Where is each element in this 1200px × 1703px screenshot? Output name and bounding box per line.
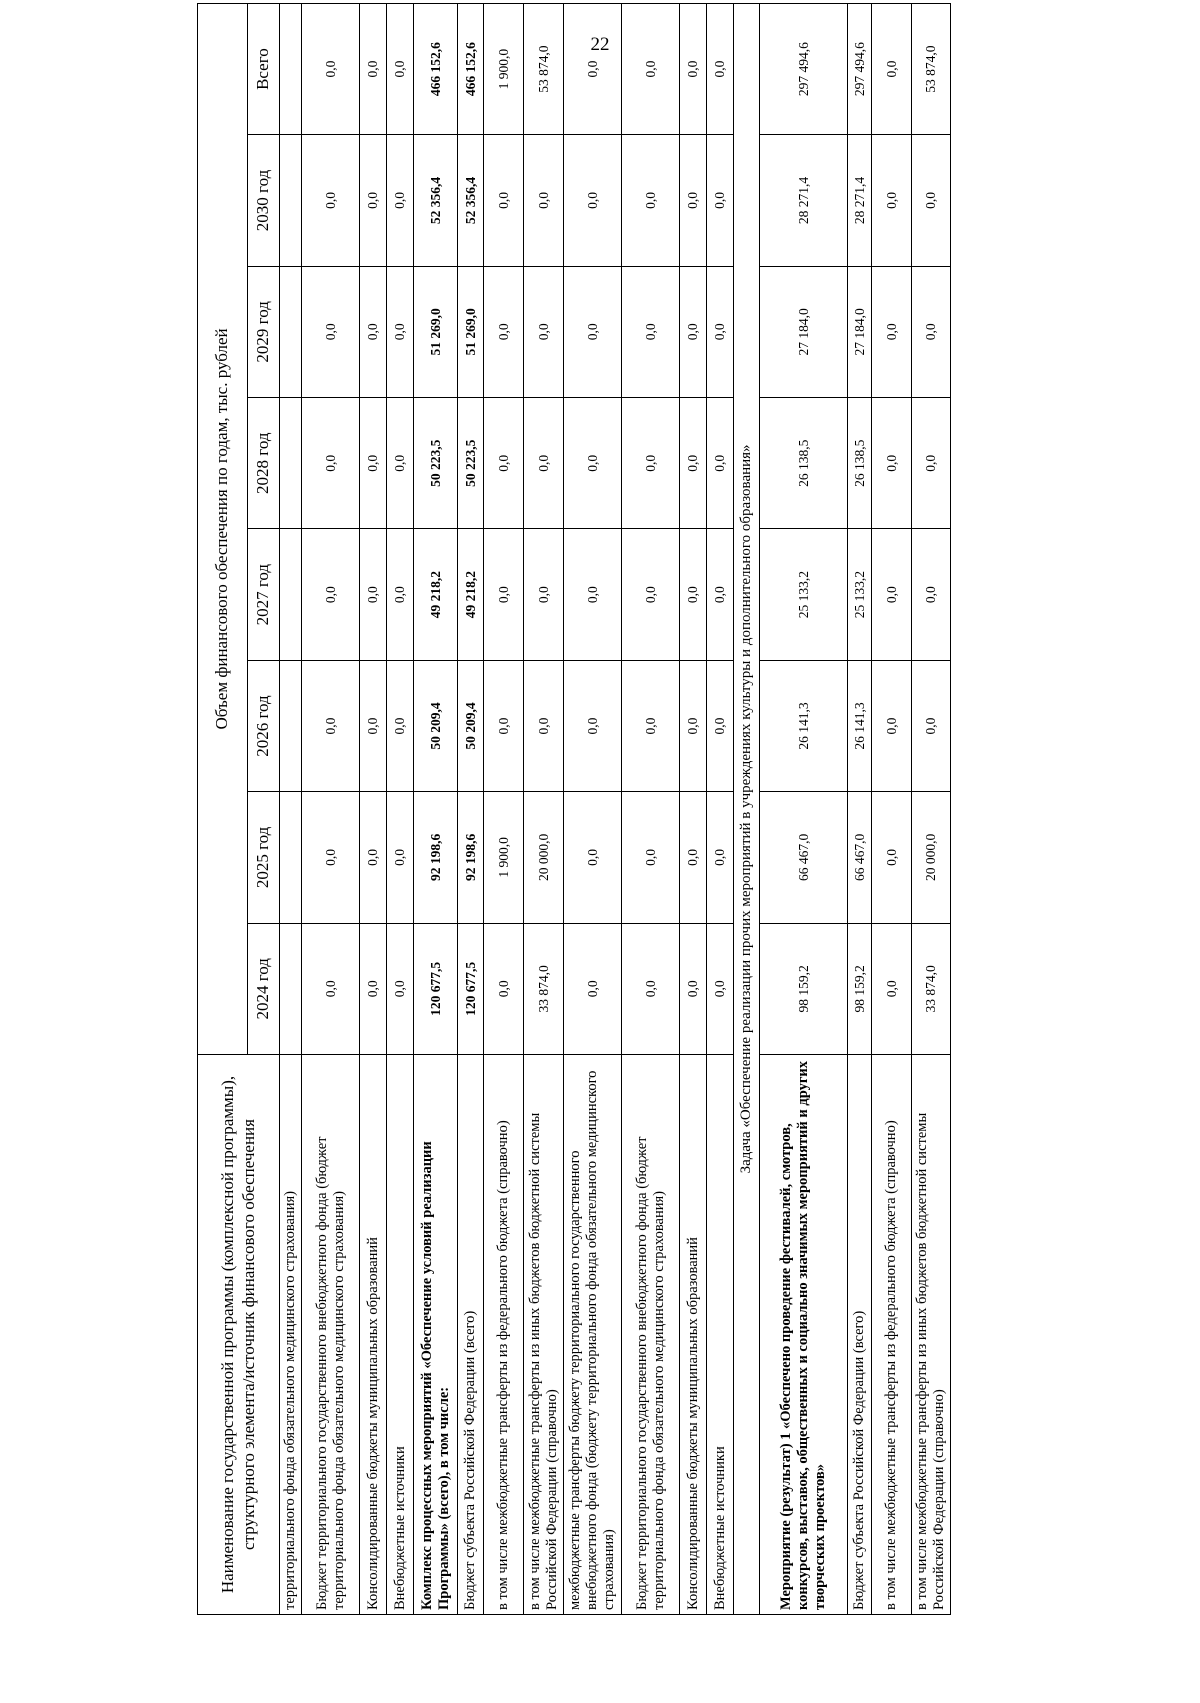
value-cell: 0,0 <box>680 923 707 1054</box>
value-cell: 0,0 <box>360 3 387 134</box>
value-cell: 0,0 <box>564 529 622 660</box>
table-row <box>760 3 848 1614</box>
value-cell: 0,0 <box>872 792 912 923</box>
table-row <box>360 3 387 1614</box>
value-cell: 0,0 <box>564 3 622 134</box>
value-cell: 0,0 <box>484 660 524 791</box>
value-cell: 0,0 <box>302 266 360 397</box>
value-cell: 0,0 <box>387 3 414 134</box>
value-cell: 20 000,0 <box>912 792 951 923</box>
value-cell: 0,0 <box>302 660 360 791</box>
value-cell: 0,0 <box>387 135 414 266</box>
value-cell: 26 138,5 <box>848 398 872 529</box>
value-cell: 0,0 <box>912 660 951 791</box>
value-cell: 92 198,6 <box>414 792 458 923</box>
value-cell: 0,0 <box>302 398 360 529</box>
value-cell: 50 209,4 <box>414 660 458 791</box>
table-row <box>414 3 458 1614</box>
row-name: в том числе межбюджетные трансферты из иных бюджетов бюджетной системы Российской Федерации (справочно) <box>524 1055 564 1615</box>
value-cell: 0,0 <box>622 529 680 660</box>
value-cell: 0,0 <box>484 135 524 266</box>
value-cell: 120 677,5 <box>414 923 458 1054</box>
value-cell: 0,0 <box>707 660 734 791</box>
value-cell: 0,0 <box>872 660 912 791</box>
value-cell: 98 159,2 <box>848 923 872 1054</box>
row-name: в том числе межбюджетные трансферты из федерального бюджета (справочно) <box>484 1055 524 1615</box>
value-cell: 0,0 <box>524 266 564 397</box>
value-cell: 0,0 <box>872 398 912 529</box>
value-cell: 0,0 <box>302 529 360 660</box>
row-name: Консолидированные бюджеты муниципальных образований <box>360 1055 387 1615</box>
table-row <box>912 3 951 1614</box>
row-name: Внебюджетные источники <box>387 1055 414 1615</box>
value-cell: 0,0 <box>912 529 951 660</box>
value-cell: 0,0 <box>564 792 622 923</box>
header-year-1: 2025 год <box>248 792 280 923</box>
value-cell: 0,0 <box>680 529 707 660</box>
value-cell: 0,0 <box>302 135 360 266</box>
header-volume: Объем финансового обеспечения по годам, тыс. рублей <box>198 3 248 1054</box>
value-cell: 51 269,0 <box>458 266 484 397</box>
value-cell: 0,0 <box>360 135 387 266</box>
value-cell: 120 677,5 <box>458 923 484 1054</box>
value-cell: 50 223,5 <box>414 398 458 529</box>
value-cell: 26 141,3 <box>848 660 872 791</box>
value-cell: 50 209,4 <box>458 660 484 791</box>
value-cell: 0,0 <box>872 923 912 1054</box>
value-cell: 0,0 <box>387 398 414 529</box>
header-year-2: 2026 год <box>248 660 280 791</box>
value-cell: 0,0 <box>302 3 360 134</box>
value-cell: 0,0 <box>564 660 622 791</box>
value-cell: 49 218,2 <box>414 529 458 660</box>
row-name: Консолидированные бюджеты муниципальных образований <box>680 1055 707 1615</box>
value-cell: 0,0 <box>360 923 387 1054</box>
value-cell: 0,0 <box>564 266 622 397</box>
value-cell: 0,0 <box>707 266 734 397</box>
value-cell: 28 271,4 <box>760 135 848 266</box>
value-cell: 0,0 <box>387 660 414 791</box>
value-cell: 0,0 <box>387 792 414 923</box>
page-number: 22 <box>590 34 610 55</box>
value-cell: 0,0 <box>360 266 387 397</box>
value-cell: 0,0 <box>680 398 707 529</box>
value-cell: 0,0 <box>872 266 912 397</box>
value-cell: 0,0 <box>484 529 524 660</box>
value-cell: 0,0 <box>564 398 622 529</box>
table-row <box>680 3 707 1614</box>
table-row <box>387 3 414 1614</box>
header-year-4: 2028 год <box>248 398 280 529</box>
value-cell: 0,0 <box>622 266 680 397</box>
rotated-table-container <box>197 42 1097 1615</box>
value-cell: 0,0 <box>680 266 707 397</box>
value-cell: 0,0 <box>360 529 387 660</box>
value-cell: 0,0 <box>387 266 414 397</box>
header-year-6: 2030 год <box>248 135 280 266</box>
row-name: Мероприятие (результат) 1 «Обеспечено проведение фестивалей, смотров, конкурсов, выставок, общественных и социально значимых мероприятий и других творческих проектов» <box>760 1055 848 1615</box>
value-cell: 0,0 <box>360 660 387 791</box>
value-cell: 0,0 <box>484 266 524 397</box>
value-cell: 28 271,4 <box>848 135 872 266</box>
value-cell: 0,0 <box>872 135 912 266</box>
value-cell <box>280 923 302 1054</box>
value-cell: 66 467,0 <box>848 792 872 923</box>
value-cell: 0,0 <box>387 923 414 1054</box>
value-cell: 0,0 <box>680 135 707 266</box>
value-cell: 0,0 <box>524 529 564 660</box>
value-cell <box>280 266 302 397</box>
value-cell: 49 218,2 <box>458 529 484 660</box>
value-cell: 0,0 <box>707 398 734 529</box>
value-cell: 0,0 <box>872 3 912 134</box>
value-cell: 0,0 <box>680 3 707 134</box>
value-cell: 0,0 <box>564 923 622 1054</box>
value-cell: 26 141,3 <box>760 660 848 791</box>
value-cell: 98 159,2 <box>760 923 848 1054</box>
value-cell: 20 000,0 <box>524 792 564 923</box>
value-cell: 0,0 <box>622 398 680 529</box>
value-cell: 0,0 <box>524 660 564 791</box>
value-cell: 0,0 <box>360 398 387 529</box>
value-cell <box>280 529 302 660</box>
value-cell: 0,0 <box>360 792 387 923</box>
value-cell: 0,0 <box>622 660 680 791</box>
table-row <box>524 3 564 1614</box>
value-cell: 1 900,0 <box>484 3 524 134</box>
header-year-3: 2027 год <box>248 529 280 660</box>
value-cell: 0,0 <box>622 135 680 266</box>
value-cell <box>280 792 302 923</box>
value-cell: 1 900,0 <box>484 792 524 923</box>
value-cell: 92 198,6 <box>458 792 484 923</box>
value-cell: 51 269,0 <box>414 266 458 397</box>
value-cell <box>280 135 302 266</box>
value-cell: 53 874,0 <box>524 3 564 134</box>
value-cell <box>280 660 302 791</box>
row-name: территориального фонда обязательного медицинского страхования) <box>280 1055 302 1615</box>
value-cell: 0,0 <box>707 923 734 1054</box>
value-cell <box>280 398 302 529</box>
header-name-column: Наименование государственной программы (комплексной программы), структурного элемента/источник финансового обеспечения <box>198 1055 280 1615</box>
table-row <box>564 3 622 1614</box>
value-cell: 0,0 <box>912 266 951 397</box>
value-cell: 33 874,0 <box>524 923 564 1054</box>
value-cell: 0,0 <box>680 660 707 791</box>
value-cell: 50 223,5 <box>458 398 484 529</box>
value-cell: 26 138,5 <box>760 398 848 529</box>
header-year-7: Всего <box>248 3 280 134</box>
value-cell: 66 467,0 <box>760 792 848 923</box>
value-cell: 0,0 <box>680 792 707 923</box>
row-name: в том числе межбюджетные трансферты из иных бюджетов бюджетной системы Российской Федерации (справочно) <box>912 1055 951 1615</box>
value-cell: 0,0 <box>387 529 414 660</box>
row-name: межбюджетные трансферты бюджету территориального государственного внебюджетного фонда (бюджету территориального фонда обязательного медицинского страхования) <box>564 1055 622 1615</box>
value-cell: 0,0 <box>912 135 951 266</box>
table-row <box>484 3 524 1614</box>
value-cell <box>280 3 302 134</box>
table-row <box>302 3 360 1614</box>
table-row <box>622 3 680 1614</box>
value-cell: 25 133,2 <box>848 529 872 660</box>
row-name: Бюджет субъекта Российской Федерации (всего) <box>458 1055 484 1615</box>
table-row <box>872 3 912 1614</box>
table-row <box>848 3 872 1614</box>
row-name: Бюджет территориального государственного внебюджетного фонда (бюджет территориального фонда обязательного медицинского страхования) <box>302 1055 360 1615</box>
value-cell: 0,0 <box>484 923 524 1054</box>
value-cell: 33 874,0 <box>912 923 951 1054</box>
value-cell: 0,0 <box>524 398 564 529</box>
value-cell: 0,0 <box>484 398 524 529</box>
value-cell: 0,0 <box>302 792 360 923</box>
value-cell: 0,0 <box>707 3 734 134</box>
value-cell: 0,0 <box>622 792 680 923</box>
value-cell: 53 874,0 <box>912 3 951 134</box>
row-name: в том числе межбюджетные трансферты из федерального бюджета (справочно) <box>872 1055 912 1615</box>
value-cell: 466 152,6 <box>458 3 484 134</box>
value-cell: 27 184,0 <box>848 266 872 397</box>
row-name: Внебюджетные источники <box>707 1055 734 1615</box>
value-cell: 0,0 <box>622 923 680 1054</box>
value-cell: 0,0 <box>707 529 734 660</box>
financing-table <box>197 3 951 1615</box>
value-cell: 0,0 <box>564 135 622 266</box>
row-name: Бюджет территориального государственного внебюджетного фонда (бюджет территориального фонда обязательного медицинского страхования) <box>622 1055 680 1615</box>
value-cell: 0,0 <box>707 792 734 923</box>
value-cell: 0,0 <box>707 135 734 266</box>
value-cell: 52 356,4 <box>414 135 458 266</box>
value-cell: 0,0 <box>302 923 360 1054</box>
task-row: Задача «Обеспечение реализации прочих мероприятий в учреждениях культуры и дополнительного образования» <box>734 3 760 1614</box>
value-cell: 0,0 <box>872 529 912 660</box>
value-cell: 0,0 <box>912 398 951 529</box>
value-cell: 297 494,6 <box>760 3 848 134</box>
table-row <box>280 3 302 1614</box>
value-cell: 0,0 <box>622 3 680 134</box>
value-cell: 27 184,0 <box>760 266 848 397</box>
header-year-0: 2024 год <box>248 923 280 1054</box>
value-cell: 25 133,2 <box>760 529 848 660</box>
value-cell: 466 152,6 <box>414 3 458 134</box>
table-row <box>458 3 484 1614</box>
value-cell: 0,0 <box>524 135 564 266</box>
row-name: Комплекс процессных мероприятий «Обеспечение условий реализации Программы» (всего), в том числе: <box>414 1055 458 1615</box>
table-row <box>707 3 734 1614</box>
header-year-5: 2029 год <box>248 266 280 397</box>
value-cell: 297 494,6 <box>848 3 872 134</box>
value-cell: 52 356,4 <box>458 135 484 266</box>
row-name: Бюджет субъекта Российской Федерации (всего) <box>848 1055 872 1615</box>
